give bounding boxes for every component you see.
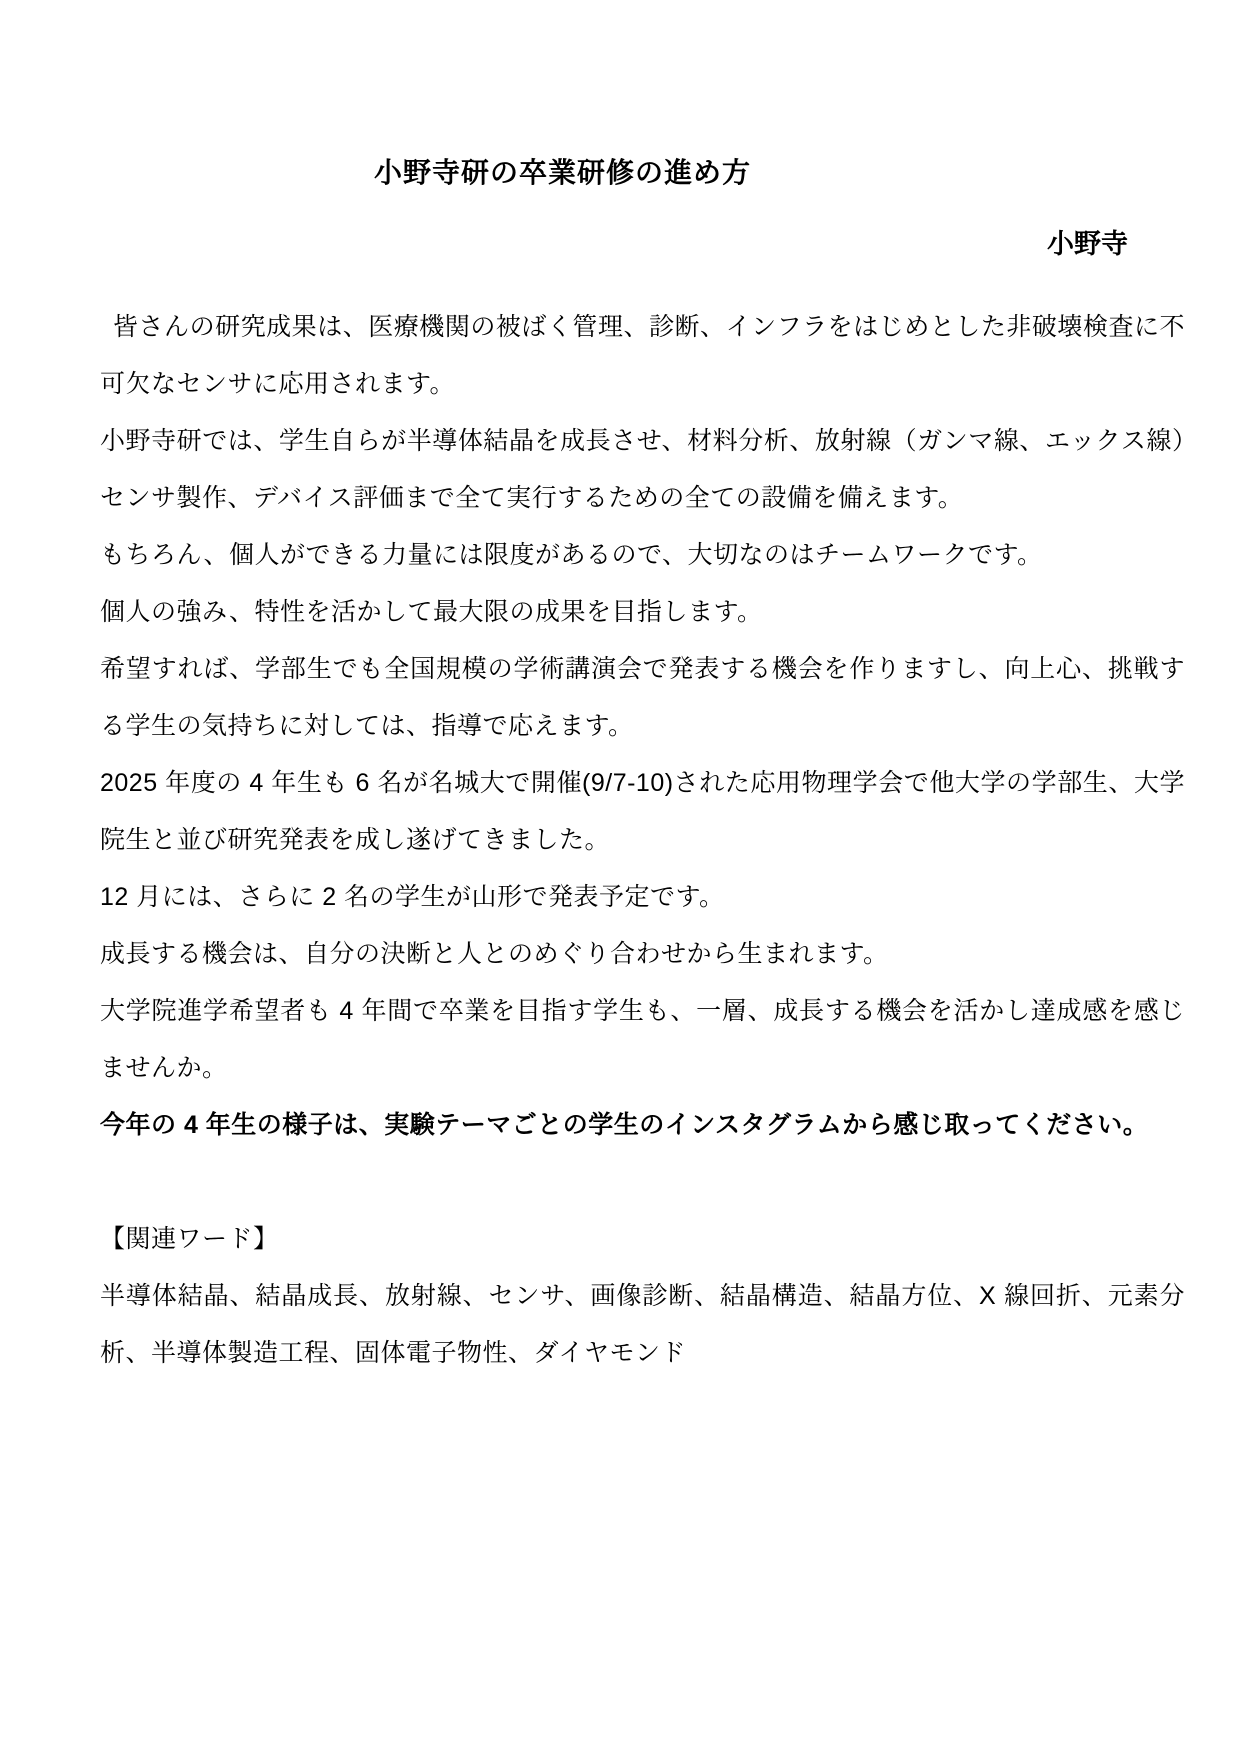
document-body bbox=[100, 299, 1185, 1382]
author-name: 小野寺 bbox=[1047, 229, 1128, 259]
related-words-list: 半導体結晶、結晶成長、放射線、センサ、画像診断、結晶構造、結晶方位、X 線回折、元素分析、半導体製造工程、固体電子物性、ダイヤモンド bbox=[100, 1282, 1185, 1367]
body-paragraph: 大学院進学希望者も 4 年間で卒業を目指す学生も、一層、成長する機会を活かし達成感を感じませんか。 bbox=[100, 997, 1185, 1082]
body-paragraph-emphasis: 今年の 4 年生の様子は、実験テーマごとの学生のインスタグラムから感じ取ってください。 bbox=[100, 1111, 1149, 1139]
body-paragraph: 個人の強み、特性を活かして最大限の成果を目指します。 bbox=[100, 598, 763, 626]
related-words-heading: 【関連ワード】 bbox=[100, 1225, 279, 1253]
body-paragraph: 12 月には、さらに 2 名の学生が山形で発表予定です。 bbox=[100, 883, 725, 911]
body-paragraph: 皆さんの研究成果は、医療機関の被ばく管理、診断、インフラをはじめとした非破壊検査に不可欠なセンサに応用されます。 bbox=[100, 313, 1185, 398]
body-paragraph: 希望すれば、学部生でも全国規模の学術講演会で発表する機会を作りますし、向上心、挑戦する学生の気持ちに対しては、指導で応えます。 bbox=[100, 655, 1185, 740]
body-paragraph: 成長する機会は、自分の決断と人とのめぐり合わせから生まれます。 bbox=[100, 940, 889, 968]
body-paragraph: 2025 年度の 4 年生も 6 名が名城大で開催(9/7-10)された応用物理学会で他大学の学部生、大学院生と並び研究発表を成し遂げてきました。 bbox=[100, 769, 1185, 854]
page-title: 小野寺研の卒業研修の進め方 bbox=[373, 157, 751, 188]
body-paragraph: もちろん、個人ができる力量には限度があるので、大切なのはチームワークです。 bbox=[100, 541, 1043, 569]
body-paragraph: 小野寺研では、学生自らが半導体結晶を成長させ、材料分析、放射線（ガンマ線、エックス線）センサ製作、デバイス評価まで全て実行するための全ての設備を備えます。 bbox=[100, 427, 1185, 512]
